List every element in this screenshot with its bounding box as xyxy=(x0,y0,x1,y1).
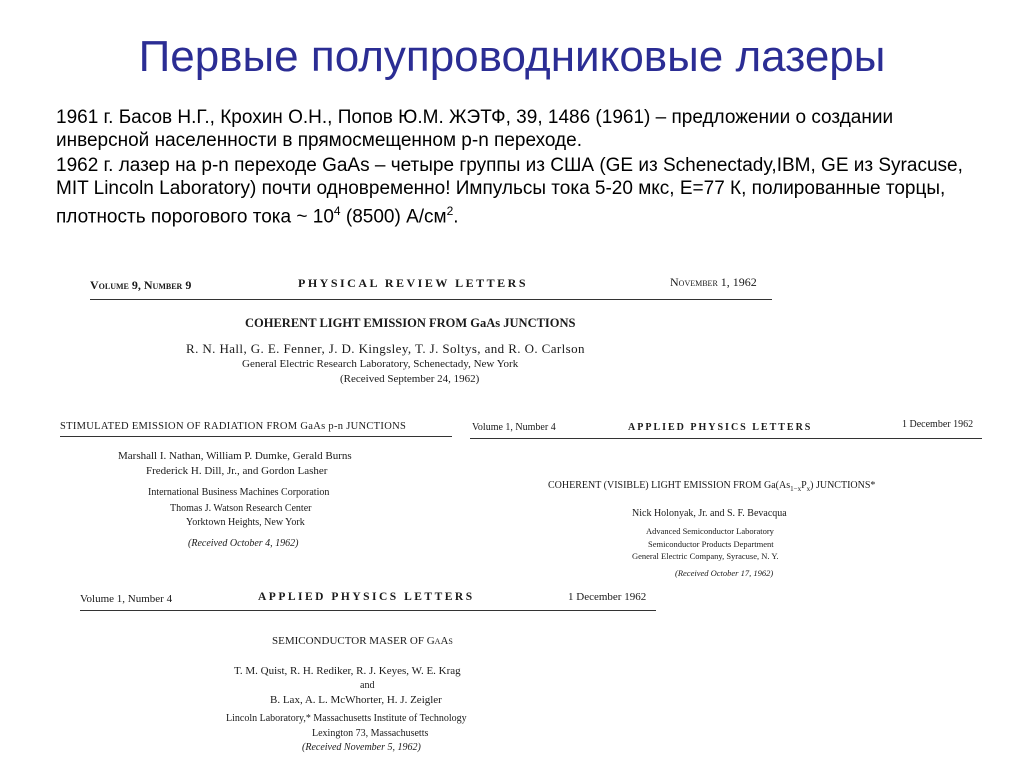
apl-mit-received: (Received November 5, 1962) xyxy=(302,742,421,753)
apl-ge-rule xyxy=(470,438,982,439)
ibm-received: (Received October 4, 1962) xyxy=(188,538,299,549)
apl-ge-sub1: 1−x xyxy=(790,485,802,493)
ibm-authors-2: Frederick H. Dill, Jr., and Gordon Lasher xyxy=(146,465,328,477)
apl-mit-and: and xyxy=(360,680,375,691)
ibm-rule xyxy=(60,436,452,437)
apl-mit-aff-2: Lexington 73, Massachusetts xyxy=(312,728,429,739)
prl-journal: PHYSICAL REVIEW LETTERS xyxy=(298,276,528,290)
apl-ge-aff-1: Advanced Semiconductor Laboratory xyxy=(646,526,774,536)
apl-mit-aff-1: Lincoln Laboratory,* Massachusetts Institute of Technology xyxy=(226,713,467,724)
apl-mit-journal: APPLIED PHYSICS LETTERS xyxy=(258,591,475,603)
p2-end: . xyxy=(453,206,459,228)
p2-main: 1962 г. лазер на p-n переходе GaAs – четыре группы из США (GE из Schenectady,IBM, GE из Syracuse, MIT Lincoln Laboratory) почти одновременно! Импульсы тока 5-20 мкс, Е=77 К, полированные торцы, плотность порогового тока ~ 10 xyxy=(56,155,963,228)
clip-apl-mit xyxy=(80,586,660,758)
apl-ge-title-b: P xyxy=(801,480,807,491)
ibm-authors-1: Marshall I. Nathan, William P. Dumke, Gerald Burns xyxy=(118,450,352,462)
apl-ge-aff-2: Semiconductor Products Department xyxy=(648,539,774,549)
p2-sup2: 2 xyxy=(446,204,454,218)
apl-mit-rule xyxy=(80,610,656,611)
clip-apl-ge xyxy=(470,416,982,586)
ibm-title: STIMULATED EMISSION OF RADIATION FROM GaAs p-n JUNCTIONS xyxy=(60,421,407,432)
prl-title: COHERENT LIGHT EMISSION FROM GaAs JUNCTIONS xyxy=(245,316,576,330)
apl-mit-volume: Volume 1, Number 4 xyxy=(80,593,173,605)
p2-mid: (8500) А/см xyxy=(340,206,447,228)
paragraph-gaas-1962 xyxy=(56,154,976,228)
apl-ge-journal: APPLIED PHYSICS LETTERS xyxy=(628,422,813,433)
apl-ge-sub2: x xyxy=(806,485,811,493)
apl-ge-title xyxy=(548,480,875,493)
apl-ge-title-a: COHERENT (VISIBLE) LIGHT EMISSION FROM Ga(As xyxy=(548,480,791,491)
prl-affiliation: General Electric Research Laboratory, Schenectady, New York xyxy=(242,358,519,370)
apl-ge-aff-3: General Electric Company, Syracuse, N. Y. xyxy=(632,551,779,561)
apl-mit-date: 1 December 1962 xyxy=(568,591,647,603)
prl-received: (Received September 24, 1962) xyxy=(340,373,480,385)
apl-ge-authors: Nick Holonyak, Jr. and S. F. Bevacqua xyxy=(632,508,787,519)
apl-ge-date: 1 December 1962 xyxy=(902,419,974,430)
ibm-aff-1: International Business Machines Corporation xyxy=(148,487,330,498)
prl-rule xyxy=(90,299,772,300)
p2-sup1: 4 xyxy=(333,204,341,218)
prl-date: November 1, 1962 xyxy=(670,275,757,289)
ibm-aff-2: Thomas J. Watson Research Center xyxy=(170,503,312,514)
ibm-aff-3: Yorktown Heights, New York xyxy=(186,517,305,528)
apl-ge-volume: Volume 1, Number 4 xyxy=(472,422,556,433)
paragraph-basov: 1961 г. Басов Н.Г., Крохин О.Н., Попов Ю.М. ЖЭТФ, 39, 1486 (1961) – предложении о создании инверсной населенности в прямосмещенном p-n переходе. xyxy=(56,107,894,151)
prl-volume: Volume 9, Number 9 xyxy=(90,278,192,292)
slide-title: Первые полупроводниковые лазеры xyxy=(138,32,886,81)
prl-authors: R. N. Hall, G. E. Fenner, J. D. Kingsley, T. J. Soltys, and R. O. Carlson xyxy=(186,341,585,356)
apl-mit-authors-1: T. M. Quist, R. H. Rediker, R. J. Keyes, W. E. Krag xyxy=(234,665,461,677)
apl-ge-title-c: ) JUNCTIONS* xyxy=(810,480,876,491)
apl-mit-authors-2: B. Lax, A. L. McWhorter, H. J. Zeigler xyxy=(270,694,442,706)
clip-ibm xyxy=(60,418,460,558)
apl-ge-received: (Received October 17, 1962) xyxy=(675,568,774,578)
clip-prl xyxy=(90,274,780,394)
apl-mit-title: SEMICONDUCTOR MASER OF GaAs xyxy=(272,635,453,647)
